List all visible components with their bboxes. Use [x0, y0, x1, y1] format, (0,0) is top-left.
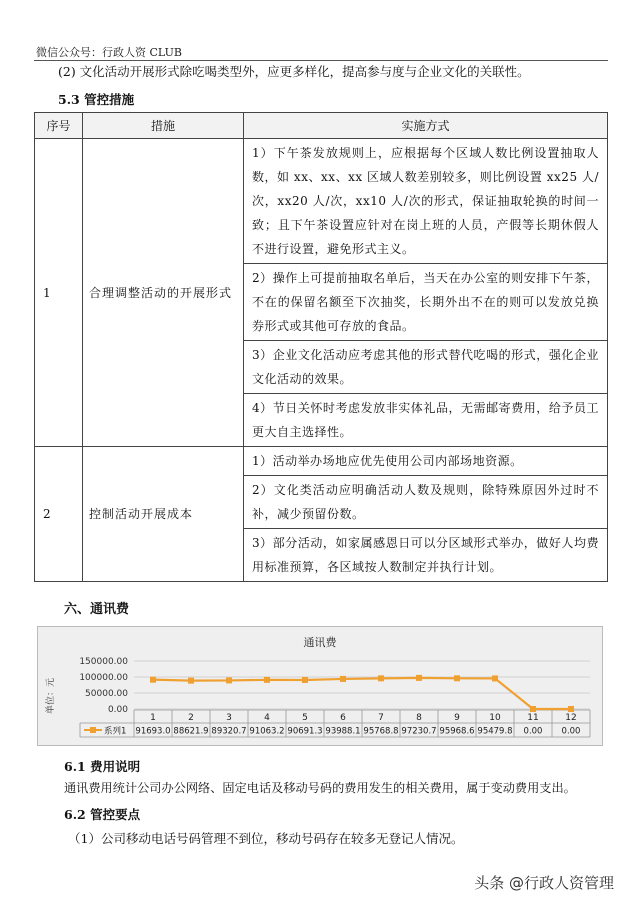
chart-gridlines — [134, 661, 590, 709]
chart-data-table — [80, 710, 590, 737]
chart-y-tick-label: 0.00 — [107, 705, 128, 715]
col-header-measure: 措施 — [83, 113, 244, 139]
section-6-1-title: 6.1 费用说明 — [64, 759, 141, 774]
legend-marker — [90, 727, 96, 733]
section-6-2-item-1: （1）公司移动电话号码管理不到位，移动号码存在较多无登记人情况。 — [68, 831, 464, 846]
chart-x-tick-label: 11 — [527, 713, 539, 723]
data-point — [302, 677, 308, 683]
data-point — [492, 675, 498, 681]
chart-series — [150, 675, 574, 712]
data-point — [416, 675, 422, 681]
section-6-2-title: 6.2 管控要点 — [64, 807, 141, 822]
control-measures-table — [34, 112, 608, 582]
chart-x-tick-label: 7 — [378, 713, 384, 723]
chart-data-label: 95968.6 — [439, 726, 475, 737]
chart-data-label: 88621.9 — [173, 726, 209, 737]
chart-y-tick-label: 150000.00 — [79, 657, 128, 667]
data-point — [226, 677, 232, 683]
table-row — [35, 139, 608, 264]
chart-data-label: 90691.3 — [287, 726, 323, 737]
telecom-fee-chart — [37, 626, 603, 746]
chart-data-label: 0.00 — [523, 726, 543, 737]
section-5-3-title: 5.3 管控措施 — [58, 92, 135, 107]
chart-x-tick-label: 4 — [264, 713, 270, 723]
chart-x-tick-label: 2 — [188, 713, 194, 723]
chart-y-tick-labels — [79, 657, 128, 715]
series-line — [153, 678, 571, 709]
header-divider — [34, 60, 608, 61]
chart-data-label: 93988.1 — [325, 726, 361, 737]
watermark: 头条 @行政人资管理 — [474, 874, 614, 892]
chart-data-label: 95479.8 — [477, 726, 513, 737]
chart-x-tick-label: 6 — [340, 713, 346, 723]
chart-x-tick-label: 3 — [226, 713, 232, 723]
data-point — [264, 677, 270, 683]
chart-data-label: 91063.2 — [249, 726, 285, 737]
legend-label: 系列1 — [104, 726, 127, 737]
data-point — [340, 676, 346, 682]
chart-x-tick-label: 1 — [150, 713, 156, 723]
chart-x-tick-label: 10 — [489, 713, 501, 723]
chart-x-tick-label: 8 — [416, 713, 422, 723]
chart-svg — [38, 627, 602, 745]
chart-y-axis-label: 单位：元 — [46, 677, 56, 715]
section-6-1-text: 通讯费用统计公司办公网络、固定电话及移动号码的费用发生的相关费用，属于变动费用支出。 — [64, 781, 576, 795]
data-point — [568, 706, 574, 712]
chart-data-label: 89320.7 — [211, 726, 247, 737]
row-way: 3）部分活动，如家属感恩日可以分区域形式举办，做好人均费用标准预算，各区域按人数制定并执行计划。 — [244, 529, 608, 582]
chart-data-label: 91693.0 — [135, 726, 171, 737]
row-no: 1 — [35, 139, 83, 447]
data-point — [150, 677, 156, 683]
row-measure: 合理调整活动的开展形式 — [83, 139, 244, 447]
data-point — [530, 706, 536, 712]
chart-data-label: 0.00 — [561, 726, 581, 737]
table-row — [35, 447, 608, 476]
row-way: 3）企业文化活动应考虑其他的形式替代吃喝的形式，强化企业文化活动的效果。 — [244, 341, 608, 394]
intro-item-2: (2) 文化活动开展形式除吃喝类型外，应更多样化，提高参与度与企业文化的关联性。 — [58, 64, 530, 79]
chart-y-tick-label: 100000.00 — [79, 673, 128, 683]
chart-data-label: 97230.7 — [401, 726, 437, 737]
row-way: 2）操作上可提前抽取名单后，当天在办公室的则安排下午茶，不在的保留名额至下次抽奖，长期外出不在的则可以发放兑换券形式或其他可存放的食品。 — [244, 264, 608, 341]
row-measure: 控制活动开展成本 — [83, 447, 244, 582]
page-header: 微信公众号：行政人资 CLUB — [36, 46, 182, 59]
col-header-way: 实施方式 — [244, 113, 608, 139]
chart-x-tick-label: 12 — [565, 713, 577, 723]
data-point — [188, 678, 194, 684]
chart-data-label: 95768.8 — [363, 726, 399, 737]
chart-x-tick-label: 9 — [454, 713, 460, 723]
section-6-title: 六、通讯费 — [64, 602, 130, 617]
row-way: 1）活动举办场地应优先使用公司内部场地资源。 — [244, 447, 608, 476]
chart-y-tick-label: 50000.00 — [85, 689, 128, 699]
col-header-no: 序号 — [35, 113, 83, 139]
row-way: 4）节日关怀时考虑发放非实体礼品，无需邮寄费用，给予员工更大自主选择性。 — [244, 394, 608, 447]
data-point — [454, 675, 460, 681]
chart-x-tick-label: 5 — [302, 713, 308, 723]
data-point — [378, 675, 384, 681]
table-header-row — [35, 113, 608, 139]
row-way: 2）文化类活动应明确活动人数及规则，除特殊原因外过时不补，减少预留份数。 — [244, 476, 608, 529]
row-way: 1）下午茶发放规则上，应根据每个区域人数比例设置抽取人数，如 xx、xx、xx 区域人数差别较多，则比例设置 xx25 人/次，xx20 人/次，xx10 人/次的形式，保证抽取轮换的时间一致；且下午茶设置应针对在岗上班的人员，产假等长期休假人不进行设置，避免形式主义。 — [244, 139, 608, 264]
row-no: 2 — [35, 447, 83, 582]
chart-title: 通讯费 — [303, 636, 337, 649]
